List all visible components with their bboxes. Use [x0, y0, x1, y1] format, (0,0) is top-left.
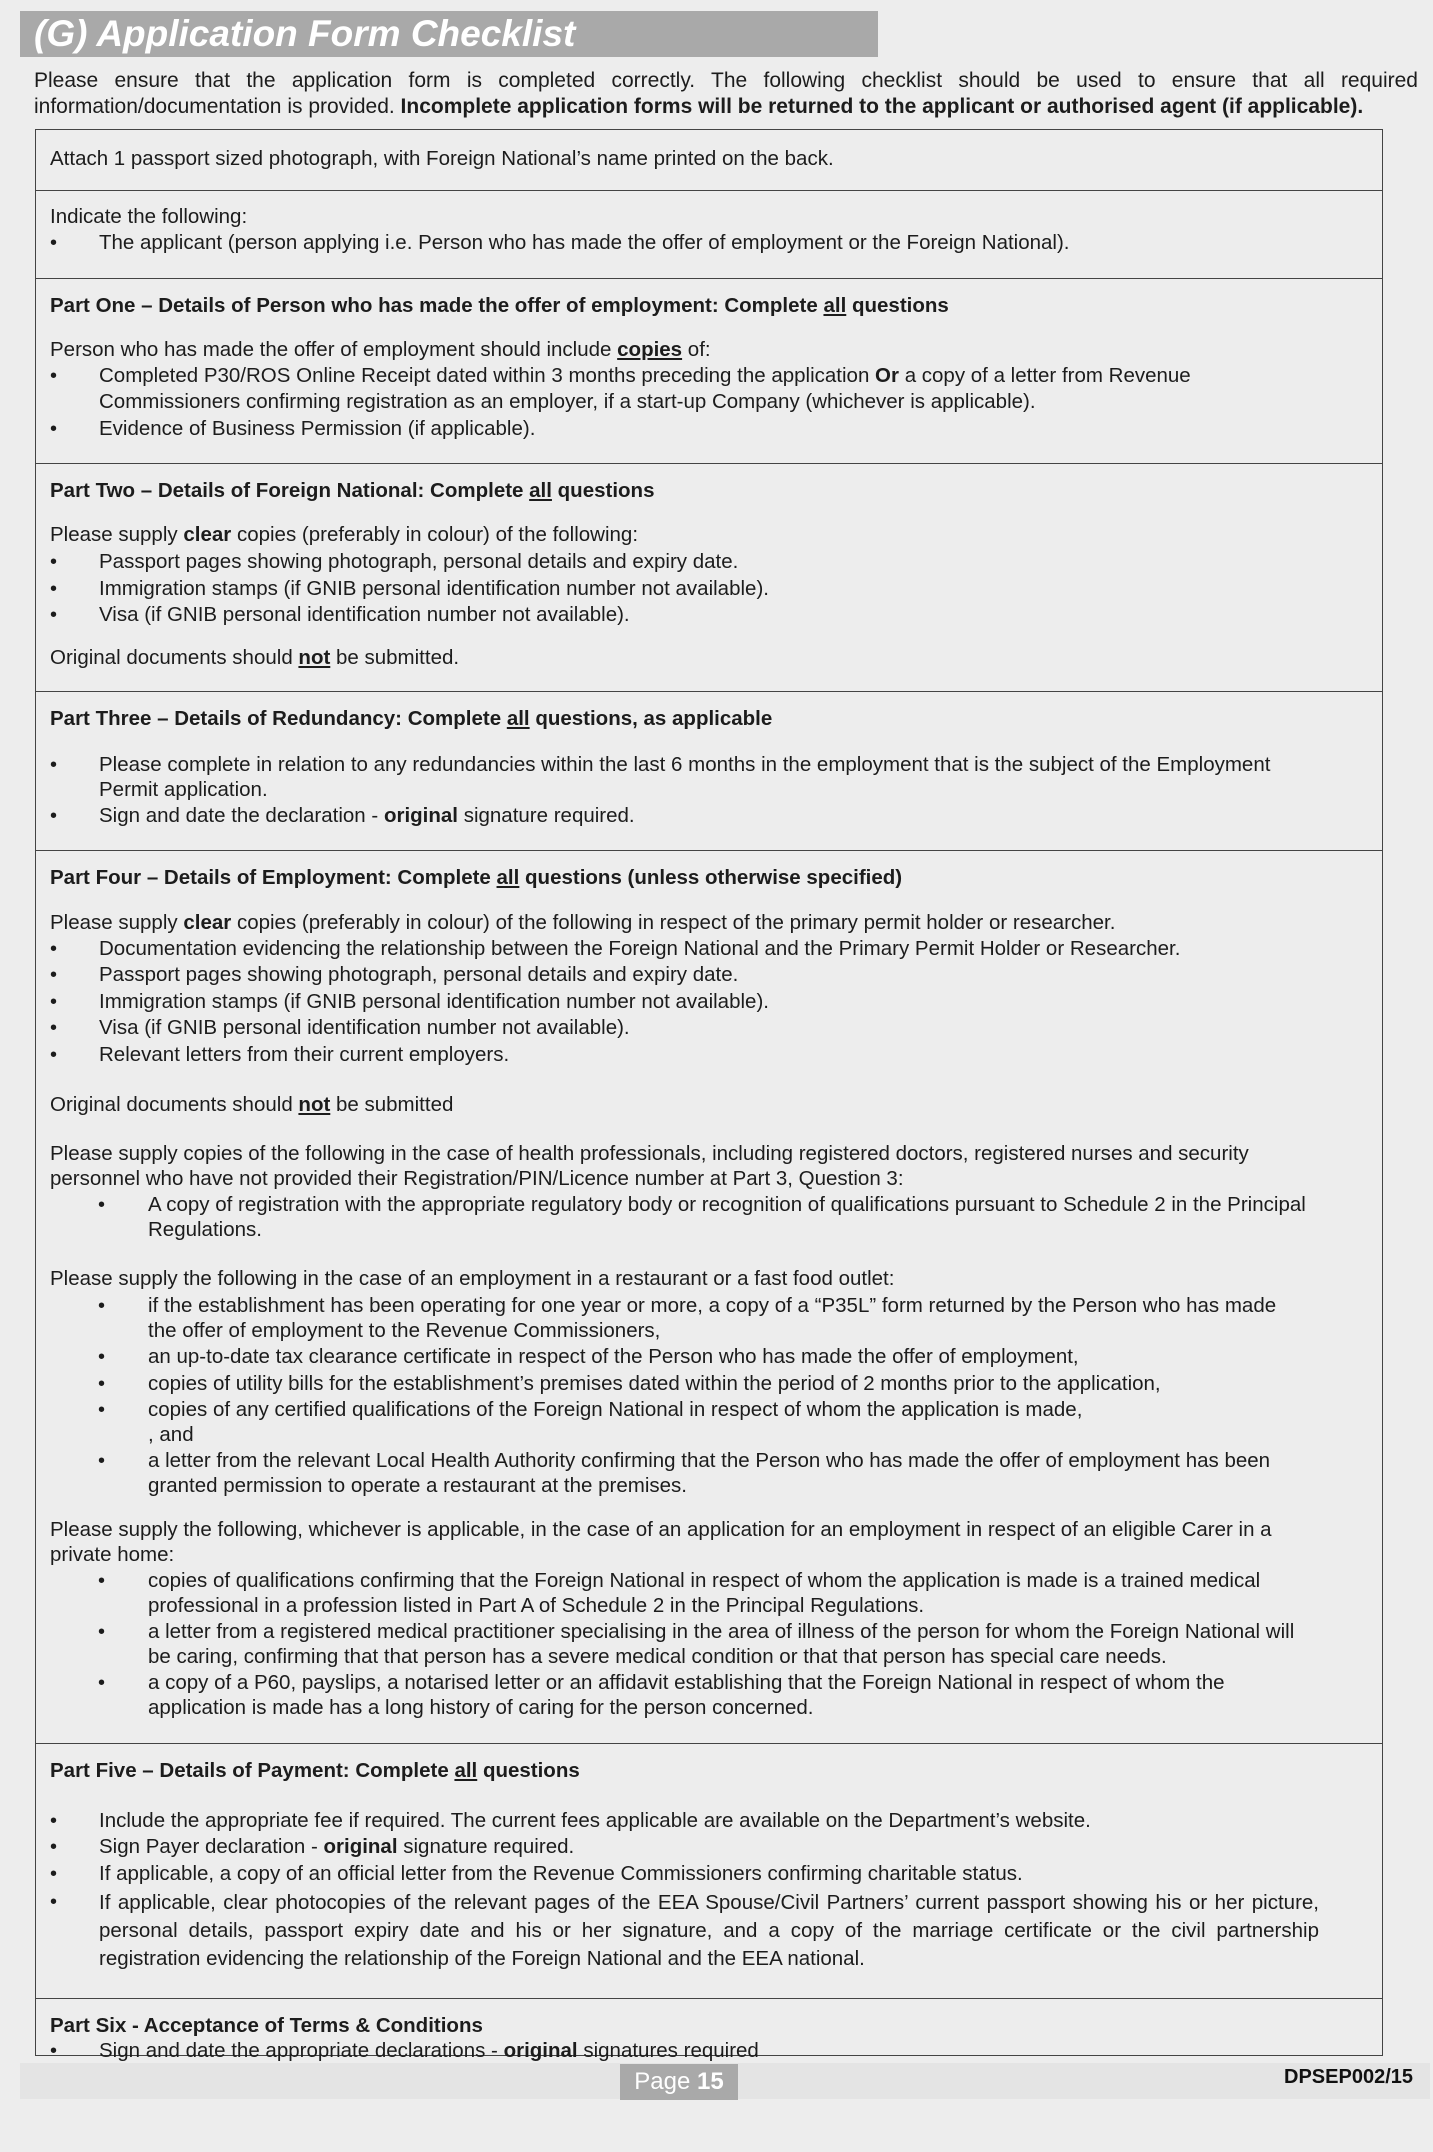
bullet-icon: •: [50, 418, 58, 440]
carer-bullet-2-cont: be caring, confirming that that person has a severe medical condition or that that person has special care needs.: [148, 1645, 1167, 1668]
bullet-icon: •: [98, 1450, 106, 1472]
part-four-bullet-3: Immigration stamps (if GNIB personal identification number not available).: [99, 990, 769, 1013]
bullet-icon: •: [98, 1373, 106, 1395]
part-four-bullet-1: Documentation evidencing the relationship between the Foreign National and the Primary Permit Holder or Researcher.: [99, 937, 1181, 960]
part-two-bullet-2: Immigration stamps (if GNIB personal identification number not available).: [99, 577, 769, 600]
bullet-icon: •: [50, 754, 58, 776]
restaurant-bullet-2: an up-to-date tax clearance certificate in respect of the Person who has made the offer of employment,: [148, 1345, 1079, 1368]
intro-line-1: Please ensure that the application form is completed correctly. The following checklist should be used to ensure that all required: [34, 69, 1418, 92]
document-code: DPSEP002/15: [1284, 2066, 1413, 2088]
part-two-bullet-3: Visa (if GNIB personal identification number not available).: [99, 603, 630, 626]
part-one-heading: Part One – Details of Person who has made the offer of employment: Complete all questions: [50, 294, 949, 317]
checklist-row-part-six: [36, 1998, 1382, 2062]
carer-bullet-2: a letter from a registered medical practitioner specialising in the area of illness of the person for whom the Foreign National will: [148, 1620, 1295, 1643]
bullet-icon: •: [50, 1891, 58, 1913]
bullet-icon: •: [98, 1672, 106, 1694]
bullet-icon: •: [50, 938, 58, 960]
indicate-bullet: The applicant (person applying i.e. Person who has made the offer of employment or the Foreign National).: [99, 231, 1070, 254]
part-four-bullet-5: Relevant letters from their current employers.: [99, 1043, 510, 1066]
restaurant-bullet-4-cont: , and: [148, 1423, 194, 1446]
bullet-icon: •: [50, 991, 58, 1013]
carer-bullet-1: copies of qualifications confirming that the Foreign National in respect of whom the application is made is a trained medical: [148, 1569, 1261, 1592]
checklist-row-part-four: [36, 850, 1382, 1743]
indicate-label: Indicate the following:: [50, 205, 248, 228]
part-five-bullet-3: If applicable, a copy of an official letter from the Revenue Commissioners confirming charitable status.: [99, 1862, 1023, 1885]
health-intro-line-1: Please supply copies of the following in the case of health professionals, including registered doctors, registered nurses and security: [50, 1142, 1249, 1165]
part-two-bullet-1: Passport pages showing photograph, personal details and expiry date.: [99, 550, 739, 573]
page-number-value: 15: [697, 2068, 724, 2095]
checklist-row-part-one: [36, 278, 1382, 463]
bullet-icon: •: [98, 1194, 106, 1216]
carer-bullet-1-cont: professional in a profession listed in Part A of Schedule 2 in the Principal Regulations.: [148, 1594, 925, 1617]
checklist-row-part-two: [36, 463, 1382, 691]
page-number: [620, 2064, 738, 2100]
health-bullet: A copy of registration with the appropriate regulatory body or recognition of qualifications pursuant to Schedule 2 in the Principal: [148, 1193, 1306, 1216]
part-three-bullet-2: Sign and date the declaration - original signature required.: [99, 804, 635, 827]
bullet-icon: •: [50, 365, 58, 387]
checklist-table: [35, 129, 1383, 2062]
health-bullet-cont: Regulations.: [148, 1218, 262, 1241]
section-title-bar: [20, 11, 878, 57]
bullet-icon: •: [98, 1570, 106, 1592]
restaurant-bullet-5-cont: granted permission to operate a restaurant at the premises.: [148, 1474, 687, 1497]
bullet-icon: •: [98, 1621, 106, 1643]
restaurant-bullet-1-cont: the offer of employment to the Revenue Commissioners,: [148, 1319, 661, 1342]
carer-bullet-3: a copy of a P60, payslips, a notarised letter or an affidavit establishing that the Foreign National in respect of whom the: [148, 1671, 1225, 1694]
bullet-icon: •: [50, 964, 58, 986]
part-four-note: Original documents should not be submitted: [50, 1093, 454, 1116]
page-word: Page: [634, 2068, 691, 2095]
bullet-icon: •: [98, 1295, 106, 1317]
part-five-bullet-2: Sign Payer declaration - original signature required.: [99, 1835, 575, 1858]
bullet-icon: •: [50, 578, 58, 600]
part-one-bullet-1: Completed P30/ROS Online Receipt dated within 3 months preceding the application Or a copy of a letter from Revenue: [99, 364, 1191, 387]
part-four-bullet-4: Visa (if GNIB personal identification number not available).: [99, 1016, 630, 1039]
part-four-intro: Please supply clear copies (preferably in colour) of the following in respect of the primary permit holder or researcher.: [50, 911, 1116, 934]
intro-line-2: information/documentation is provided.: [34, 95, 395, 118]
bullet-icon: •: [50, 1863, 58, 1885]
bullet-icon: •: [50, 2040, 58, 2062]
restaurant-bullet-4: copies of any certified qualifications of the Foreign National in respect of whom the application is made,: [148, 1398, 1083, 1421]
carer-intro-line-1: Please supply the following, whichever is applicable, in the case of an application for an employment in respect of an eligible Carer in a: [50, 1518, 1272, 1541]
part-five-bullet-4: If applicable, clear photocopies of the relevant pages of the EEA Spouse/Civil Partners’ current passport showing his or her picture, personal details, passport expiry date and his or her signature, and a copy of the marriage certificate or the civil partnership registration evidencing the relationship of the Foreign National and the EEA national.: [99, 1891, 1319, 1970]
part-five-bullet-1: Include the appropriate fee if required. The current fees applicable are available on the Department’s website.: [99, 1809, 1091, 1832]
part-six-bullet: Sign and date the appropriate declarations - original signatures required: [99, 2039, 759, 2062]
bullet-icon: •: [98, 1346, 106, 1368]
bullet-icon: •: [50, 1017, 58, 1039]
health-intro-line-2: personnel who have not provided their Registration/PIN/Licence number at Part 3, Question 3:: [50, 1167, 904, 1190]
bullet-icon: •: [50, 1044, 58, 1066]
bullet-icon: •: [50, 604, 58, 626]
bullet-icon: •: [50, 1836, 58, 1858]
bullet-icon: •: [98, 1399, 106, 1421]
carer-bullet-3-cont: application is made has a long history of caring for the person concerned.: [148, 1696, 814, 1719]
bullet-icon: •: [50, 1810, 58, 1832]
part-two-intro: Please supply clear copies (preferably in colour) of the following:: [50, 523, 639, 546]
part-three-heading: Part Three – Details of Redundancy: Complete all questions, as applicable: [50, 707, 773, 730]
intro-paragraph: [34, 68, 1418, 120]
part-three-bullet-1: Please complete in relation to any redundancies within the last 6 months in the employment that is the subject of the Employment: [99, 753, 1271, 776]
checklist-row-part-three: [36, 691, 1382, 850]
checklist-row-part-five: [36, 1743, 1382, 1998]
restaurant-bullet-3: copies of utility bills for the establishment’s premises dated within the period of 2 months prior to the application,: [148, 1372, 1161, 1395]
bullet-icon: •: [50, 551, 58, 573]
part-one-bullet-2: Evidence of Business Permission (if applicable).: [99, 417, 536, 440]
restaurant-intro: Please supply the following in the case of an employment in a restaurant or a fast food outlet:: [50, 1267, 895, 1290]
part-two-heading: Part Two – Details of Foreign National: Complete all questions: [50, 479, 655, 502]
restaurant-bullet-1: if the establishment has been operating for one year or more, a copy of a “P35L” form returned by the Person who has made: [148, 1294, 1277, 1317]
part-one-intro: Person who has made the offer of employment should include copies of:: [50, 338, 711, 361]
carer-intro-line-2: private home:: [50, 1543, 175, 1566]
part-six-heading: Part Six - Acceptance of Terms & Conditions: [50, 2014, 483, 2037]
restaurant-bullet-5: a letter from the relevant Local Health Authority confirming that the Person who has made the offer of employment has been: [148, 1449, 1271, 1472]
part-one-bullet-1-cont: Commissioners confirming registration as an employer, if a start-up Company (whichever is applicable).: [99, 390, 1036, 413]
part-five-heading: Part Five – Details of Payment: Complete all questions: [50, 1759, 580, 1782]
checklist-row-indicate: [36, 190, 1382, 278]
photo-instruction: Attach 1 passport sized photograph, with Foreign National’s name printed on the back.: [50, 147, 834, 170]
part-three-bullet-1-cont: Permit application.: [99, 778, 268, 801]
bullet-icon: •: [50, 805, 58, 827]
bullet-icon: •: [50, 232, 58, 254]
part-two-note: Original documents should not be submitted.: [50, 646, 460, 669]
page-title: (G) Application Form Checklist: [34, 13, 576, 54]
part-four-bullet-2: Passport pages showing photograph, personal details and expiry date.: [99, 963, 739, 986]
checklist-row-photo: [36, 130, 1382, 190]
intro-warning: Incomplete application forms will be returned to the applicant or authorised agent (if applicable).: [400, 95, 1364, 118]
part-four-heading: Part Four – Details of Employment: Complete all questions (unless otherwise specified): [50, 866, 903, 889]
